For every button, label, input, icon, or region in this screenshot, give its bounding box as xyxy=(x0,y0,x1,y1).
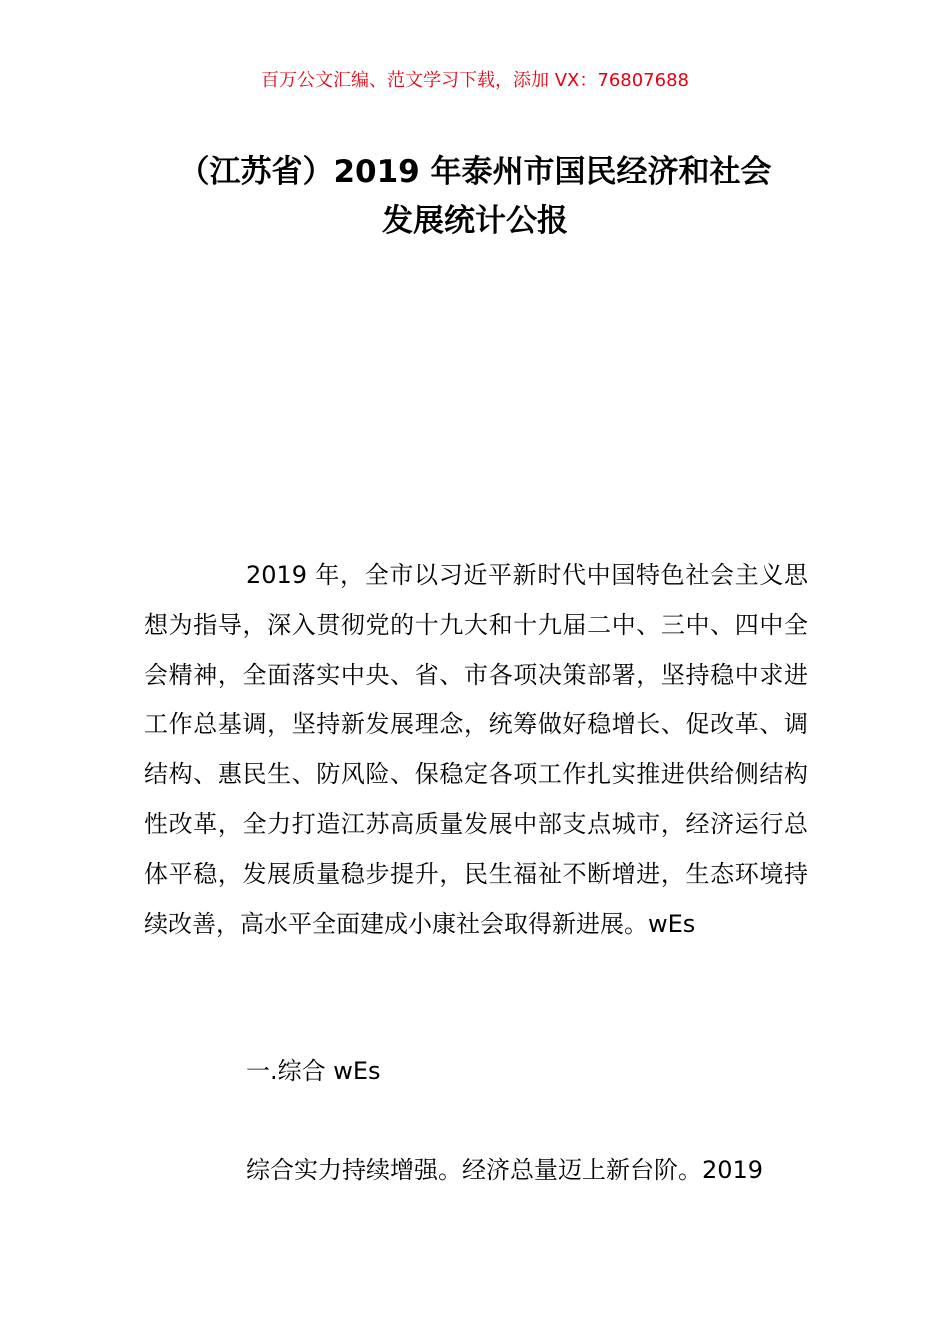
document-title-line-2: 发展统计公报 xyxy=(382,203,568,239)
document-title xyxy=(130,148,820,246)
document-title-line-1: （江苏省）2019 年泰州市国民经济和社会 xyxy=(178,154,772,190)
intro-paragraph: 2019 年，全市以习近平新时代中国特色社会主义思想为指导，深入贯彻党的十九大和十九届二中、三中、四中全会精神，全面落实中央、省、市各项决策部署，坚持稳中求进工作总基调，坚持新发展理念，统筹做好稳增长、促改革、调结构、惠民生、防风险、保稳定各项工作扎实推进供给侧结构性改革，全力打造江苏高质量发展中部支点城市，经济运行总体平稳，发展质量稳步提升，民生福祉不断增进，生态环境持续改善，高水平全面建成小康社会取得新进展。wEs xyxy=(144,561,808,938)
general-paragraph: 综合实力持续增强。经济总量迈上新台阶。2019 xyxy=(246,1156,764,1184)
header-banner: 百万公文汇编、范文学习下载，添加 VX：76807688 xyxy=(261,70,689,91)
section-heading-general: 一.综合 wEs xyxy=(246,1057,381,1085)
